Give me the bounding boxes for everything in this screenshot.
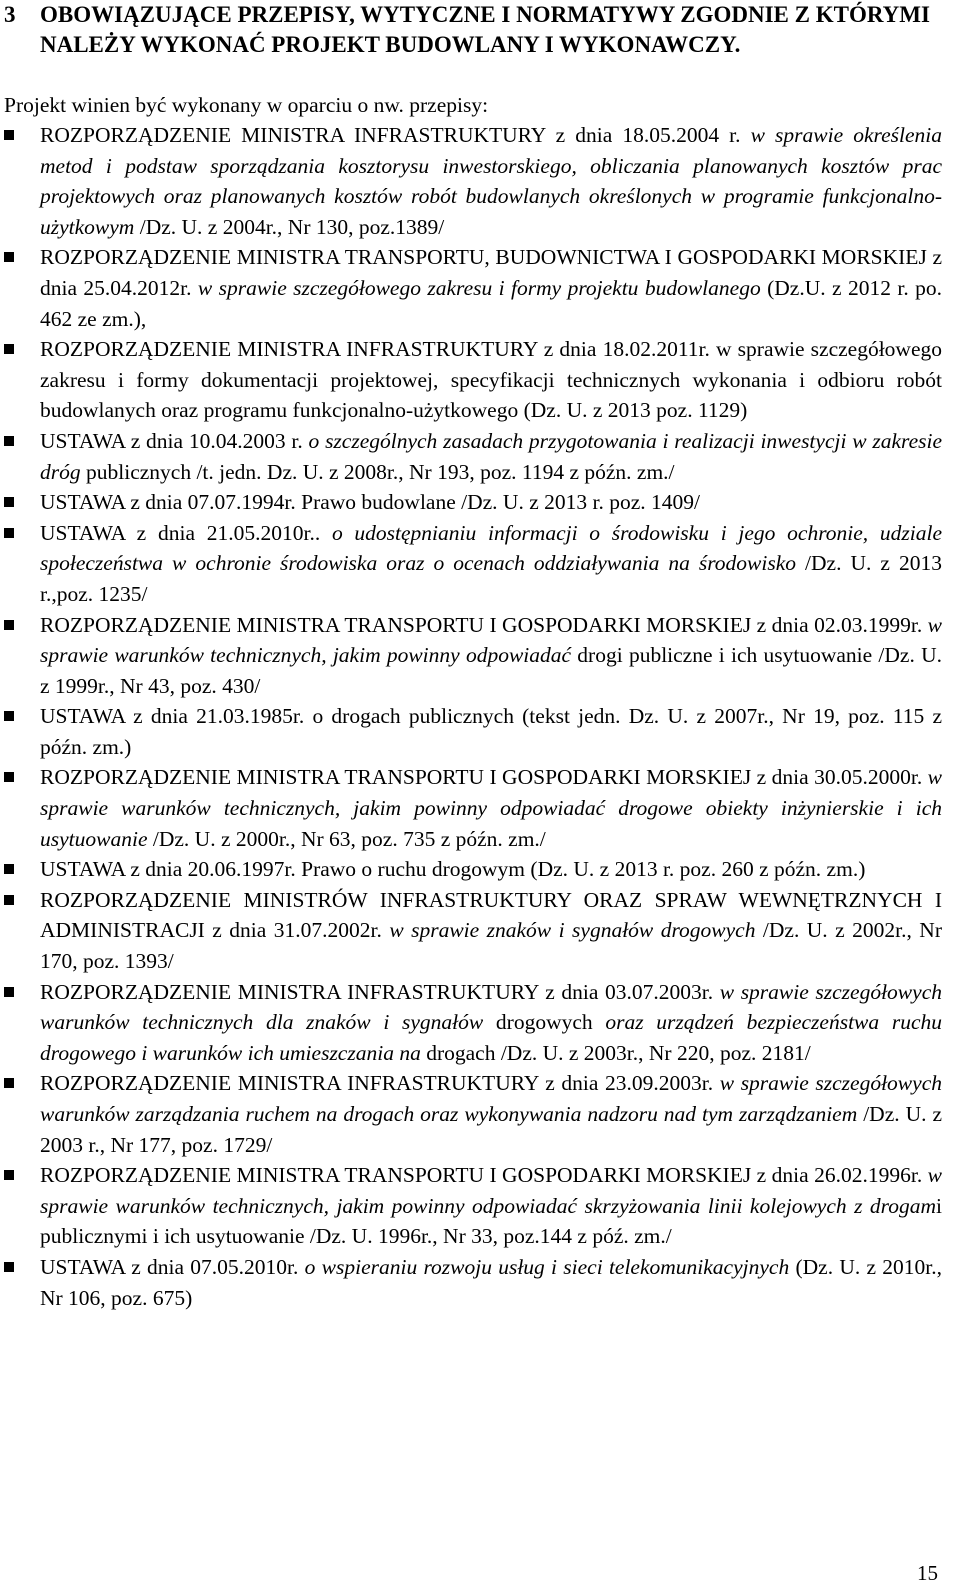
list-item: USTAWA z dnia 20.06.1997r. Prawo o ruchu drogowym (Dz. U. z 2013 r. poz. 260 z późn. zm.) xyxy=(0,854,960,885)
bullet-icon xyxy=(4,497,14,507)
list-item: ROZPORZĄDZENIE MINISTRA INFRASTRUKTURY z dnia 18.02.2011r. w sprawie szczegółowego zakresu i formy dokumentacji projektowej, specyfikacji technicznych wykonania i odbioru robót budowlanych oraz programu funkcjonalno-użytkowego (Dz. U. z 2013 poz. 1129) xyxy=(0,334,960,426)
bullet-icon xyxy=(4,987,14,997)
list-item: USTAWA z dnia 07.05.2010r. o wspieraniu rozwoju usług i sieci telekomunikacyjnych (Dz. U. z 2010r., Nr 106, poz. 675) xyxy=(0,1252,960,1313)
bullet-icon xyxy=(4,895,14,905)
section-title: OBOWIĄZUJĄCE PRZEPISY, WYTYCZNE I NORMATYWY ZGODNIE Z KTÓRYMI NALEŻY WYKONAĆ PROJEKT BUDOWLANY I WYKONAWCZY. xyxy=(40,2,930,57)
list-item: ROZPORZĄDZENIE MINISTRA INFRASTRUKTURY z dnia 03.07.2003r. w sprawie szczegółowych warunków technicznych dla znaków i sygnałów drogowych oraz urządzeń bezpieczeństwa ruchu drogowego i warunków ich umieszczania na drogach /Dz. U. z 2003r., Nr 220, poz. 2181/ xyxy=(0,977,960,1069)
list-item: USTAWA z dnia 21.03.1985r. o drogach publicznych (tekst jedn. Dz. U. z 2007r., Nr 19, poz. 115 z późn. zm.) xyxy=(0,701,960,762)
list-item: USTAWA z dnia 07.07.1994r. Prawo budowlane /Dz. U. z 2013 r. poz. 1409/ xyxy=(0,487,960,518)
bullet-icon xyxy=(4,864,14,874)
bullet-icon xyxy=(4,436,14,446)
list-item: ROZPORZĄDZENIE MINISTRA INFRASTRUKTURY z dnia 18.05.2004 r. w sprawie określenia metod i podstaw sporządzania kosztorysu inwestorskiego, obliczania planowanych kosztów prac projektowych oraz planowanych kosztów robót budowlanych określonych w programie funkcjonalno-użytkowym /Dz. U. z 2004r., Nr 130, poz.1389/ xyxy=(0,120,960,242)
regulations-list xyxy=(0,120,960,1313)
list-item: ROZPORZĄDZENIE MINISTRA TRANSPORTU I GOSPODARKI MORSKIEJ z dnia 02.03.1999r. w sprawie warunków technicznych, jakim powinny odpowiadać drogi publiczne i ich usytuowanie /Dz. U. z 1999r., Nr 43, poz. 430/ xyxy=(0,610,960,702)
bullet-icon xyxy=(4,1078,14,1088)
list-item: ROZPORZĄDZENIE MINISTRÓW INFRASTRUKTURY ORAZ SPRAW WEWNĘTRZNYCH I ADMINISTRACJI z dnia 31.07.2002r. w sprawie znaków i sygnałów drogowych /Dz. U. z 2002r., Nr 170, poz. 1393/ xyxy=(0,885,960,977)
bullet-icon xyxy=(4,711,14,721)
bullet-icon xyxy=(4,344,14,354)
intro-text: Projekt winien być wykonany w oparciu o nw. przepisy: xyxy=(4,93,489,117)
page-number: 15 xyxy=(917,1561,938,1585)
bullet-icon xyxy=(4,528,14,538)
list-item: ROZPORZĄDZENIE MINISTRA TRANSPORTU I GOSPODARKI MORSKIEJ z dnia 30.05.2000r. w sprawie warunków technicznych, jakim powinny odpowiadać drogowe obiekty inżynierskie i ich usytuowanie /Dz. U. z 2000r., Nr 63, poz. 735 z późn. zm./ xyxy=(0,762,960,854)
section-number: 3 xyxy=(4,2,16,27)
list-item: USTAWA z dnia 10.04.2003 r. o szczególnych zasadach przygotowania i realizacji inwestycji w zakresie dróg publicznych /t. jedn. Dz. U. z 2008r., Nr 193, poz. 1194 z późn. zm./ xyxy=(0,426,960,487)
bullet-icon xyxy=(4,130,14,140)
bullet-icon xyxy=(4,1262,14,1272)
bullet-icon xyxy=(4,772,14,782)
list-item: ROZPORZĄDZENIE MINISTRA TRANSPORTU I GOSPODARKI MORSKIEJ z dnia 26.02.1996r. w sprawie warunków technicznych, jakim powinny odpowiadać skrzyżowania linii kolejowych z drogami publicznymi i ich usytuowanie /Dz. U. 1996r., Nr 33, poz.144 z póź. zm./ xyxy=(0,1160,960,1252)
bullet-icon xyxy=(4,620,14,630)
list-item: ROZPORZĄDZENIE MINISTRA TRANSPORTU, BUDOWNICTWA I GOSPODARKI MORSKIEJ z dnia 25.04.2012r. w sprawie szczegółowego zakresu i formy projektu budowlanego (Dz.U. z 2012 r. po. 462 ze zm.), xyxy=(0,242,960,334)
bullet-icon xyxy=(4,252,14,262)
list-item: USTAWA z dnia 21.05.2010r.. o udostępnianiu informacji o środowisku i jego ochronie, udziale społeczeństwa w ochronie środowiska oraz o ocenach oddziaływania na środowisko /Dz. U. z 2013 r.,poz. 1235/ xyxy=(0,518,960,610)
list-item: ROZPORZĄDZENIE MINISTRA INFRASTRUKTURY z dnia 23.09.2003r. w sprawie szczegółowych warunków zarządzania ruchem na drogach oraz wykonywania nadzoru nad tym zarządzaniem /Dz. U. z 2003 r., Nr 177, poz. 1729/ xyxy=(0,1068,960,1160)
bullet-icon xyxy=(4,1170,14,1180)
